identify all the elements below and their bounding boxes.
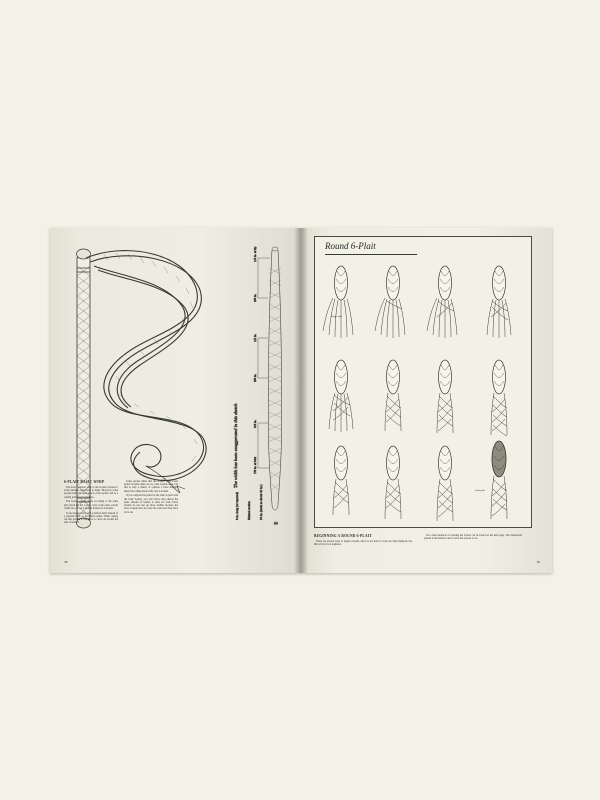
svg-text:The width has been exaggerated: The width has been exaggerated in this sketch — [233, 403, 238, 488]
right-page — [300, 228, 552, 573]
round-6-plait-plate — [314, 236, 532, 528]
right-column-1-para-1: There are several ways to begin a 6-plait, and it is not hard to work out other methods, but this will do for a beginner. — [314, 539, 412, 547]
svg-text:Plaited section: Plaited section — [247, 501, 251, 520]
caption-sand-plait: Sand plait — [475, 489, 485, 492]
svg-text:7/8 in. at butt: 7/8 in. at butt — [253, 457, 257, 474]
right-column-1-heading: BEGINNING A ROUND 6-PLAIT — [314, 534, 373, 538]
plate-title-underline — [325, 254, 417, 255]
left-column-2-para-1: Some people think that the 6-plait whip looks neater because there are no wide strands used, but this is only a matter of opinion. I have handled many fine whips made with only 4 strands. — [124, 480, 178, 493]
open-book-spread — [50, 228, 552, 573]
left-column-2-para-2: If you compare the plans for the basic 4-plait with the basic 6-plait, you will notice that almost the same amount of leather is used for both. Extra strands do not use up more leather because the more strands that are used the narrower they have to be cut. — [124, 494, 178, 514]
right-column-1 — [314, 534, 412, 546]
left-column-1-para-2: The 6-plait can be made according to the same plan given for the 4-plait. Give it the same overall width, but cut out 6 strands instead of 4 strands. — [64, 500, 118, 510]
whip-taper-diagram — [228, 238, 294, 528]
right-column-2 — [424, 534, 522, 540]
svg-text:8 in. long (or tapered): 8 in. long (or tapered) — [235, 492, 239, 520]
svg-text:(a): (a) — [274, 521, 278, 525]
svg-text:5/8 in.: 5/8 in. — [253, 373, 257, 382]
left-column-1-para-3: It can also be made with a built-in belly instead of a separate belly as described earlier. When cutting out this pattern it will have to curve all around the side of leather. — [64, 511, 119, 525]
left-column-1 — [64, 480, 118, 525]
book-gutter — [294, 228, 308, 573]
right-column-2-para-1: Two other methods of working the 6-plait can be found on the next page. The chessboard pattern is the neatest, but it is also the slowest to do. — [424, 534, 522, 541]
left-column-1-para-1: The most common whip is the 6-plait, because it is the quickest and easiest to make. However, some people prefer the appearance of the 4-plait, and so a cutting plan is included here. — [64, 485, 118, 499]
left-page — [50, 228, 300, 573]
caption-single-plait: Single plait — [331, 315, 342, 318]
left-column-2 — [124, 480, 178, 514]
plate-title: Round 6-Plait — [325, 241, 376, 251]
left-page-folio: 38 — [64, 560, 68, 564]
svg-text:3/4 in.: 3/4 in. — [253, 419, 257, 428]
right-page-folio: 39 — [536, 560, 540, 564]
svg-text:34 in. (such as about 42 in.): 34 in. (such as about 42 in.) — [259, 484, 263, 520]
left-column-1-heading: 6-PLAIT BASIC WHIP — [64, 480, 105, 484]
svg-text:1/2 in.: 1/2 in. — [253, 333, 257, 342]
plait-figure-grid — [315, 237, 531, 527]
svg-text:1/4 in. at tip: 1/4 in. at tip — [253, 246, 257, 262]
svg-text:3/8 in.: 3/8 in. — [253, 293, 257, 302]
